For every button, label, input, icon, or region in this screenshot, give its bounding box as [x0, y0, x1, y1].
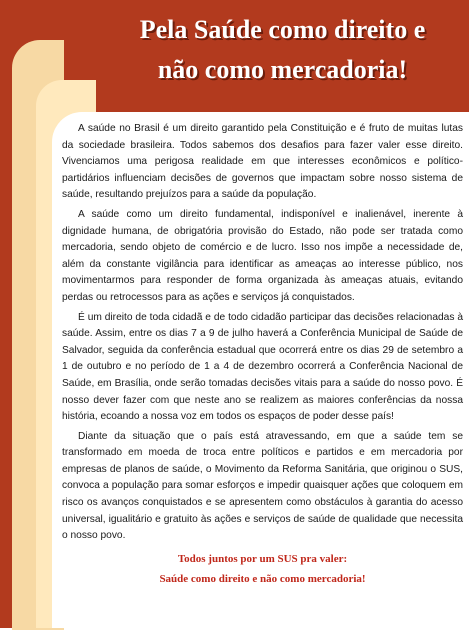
- page-title: [100, 10, 465, 90]
- paragraph-2: A saúde como um direito fundamental, indisponível e inalienável, inerente à dignidade humana, de obrigatória provisão do Estado, não pode ser tratada como mercadoria, sendo objeto de comércio e de lucro. Isso nos impõe a necessidade de, além da constante vigilância para identificar as ameaças ao interesse público, nos movimentarmos para responder de forma organizada às ameaças atuais, evitando perdas ou retrocessos para as ações e serviços já conquistados.: [62, 208, 463, 303]
- title-line-2: não como mercadoria!: [157, 55, 408, 84]
- title-line-1: Pela Saúde como direito e: [139, 15, 426, 44]
- paragraph-4: Diante da situação que o país está atravessando, em que a saúde tem se transformado em moeda de troca entre políticos e partidos e em mercadoria por empresas de planos de saúde, o Movimento da Reforma Sanitária, que originou o SUS, convoca a população para somar esforços e impedir quaisquer ações que coloquem em risco os avanços conquistados e se apresentem como obstáculos à garantia do acesso universal, igualitário e gratuito às ações e serviços de saúde de qualidade que necessita o nosso povo.: [62, 430, 463, 542]
- content-panel: [52, 112, 469, 628]
- closing-line-2: Saúde como direito e não como mercadoria!: [159, 572, 366, 585]
- closing-slogan: [62, 549, 463, 589]
- paragraph-1: A saúde no Brasil é um direito garantido pela Constituição e é fruto de muitas lutas da sociedade brasileira. Todos sabemos dos desafios para fazer valer esse direito. Vivenciamos uma perigosa realidade em que interesses econômicos e político-partidários influenciam decisões de governos que impactam sobre nosso sistema de saúde, resultando prejuízos para a saúde da população.: [62, 123, 463, 201]
- closing-line-1: Todos juntos por um SUS pra valer:: [177, 552, 348, 565]
- paragraph-3: É um direito de toda cidadã e de todo cidadão participar das decisões relacionadas à saúde. Assim, entre os dias 7 a 9 de julho haverá a Conferência Municipal de Saúde de Salvador, seguida da conferência estadual que ocorrerá entre os dias 29 de setembro a 1 de outubro e no período de 1 a 4 de dezembro ocorrerá a Conferência Nacional de Saúde, em Brasília, onde serão tomadas decisões vitais para a saúde do nosso povo. É nosso dever fazer com que neste ano se realizem as maiores conferências da nossa história, ecoando a nossa voz em todos os espaços de poder desse país!: [62, 311, 463, 423]
